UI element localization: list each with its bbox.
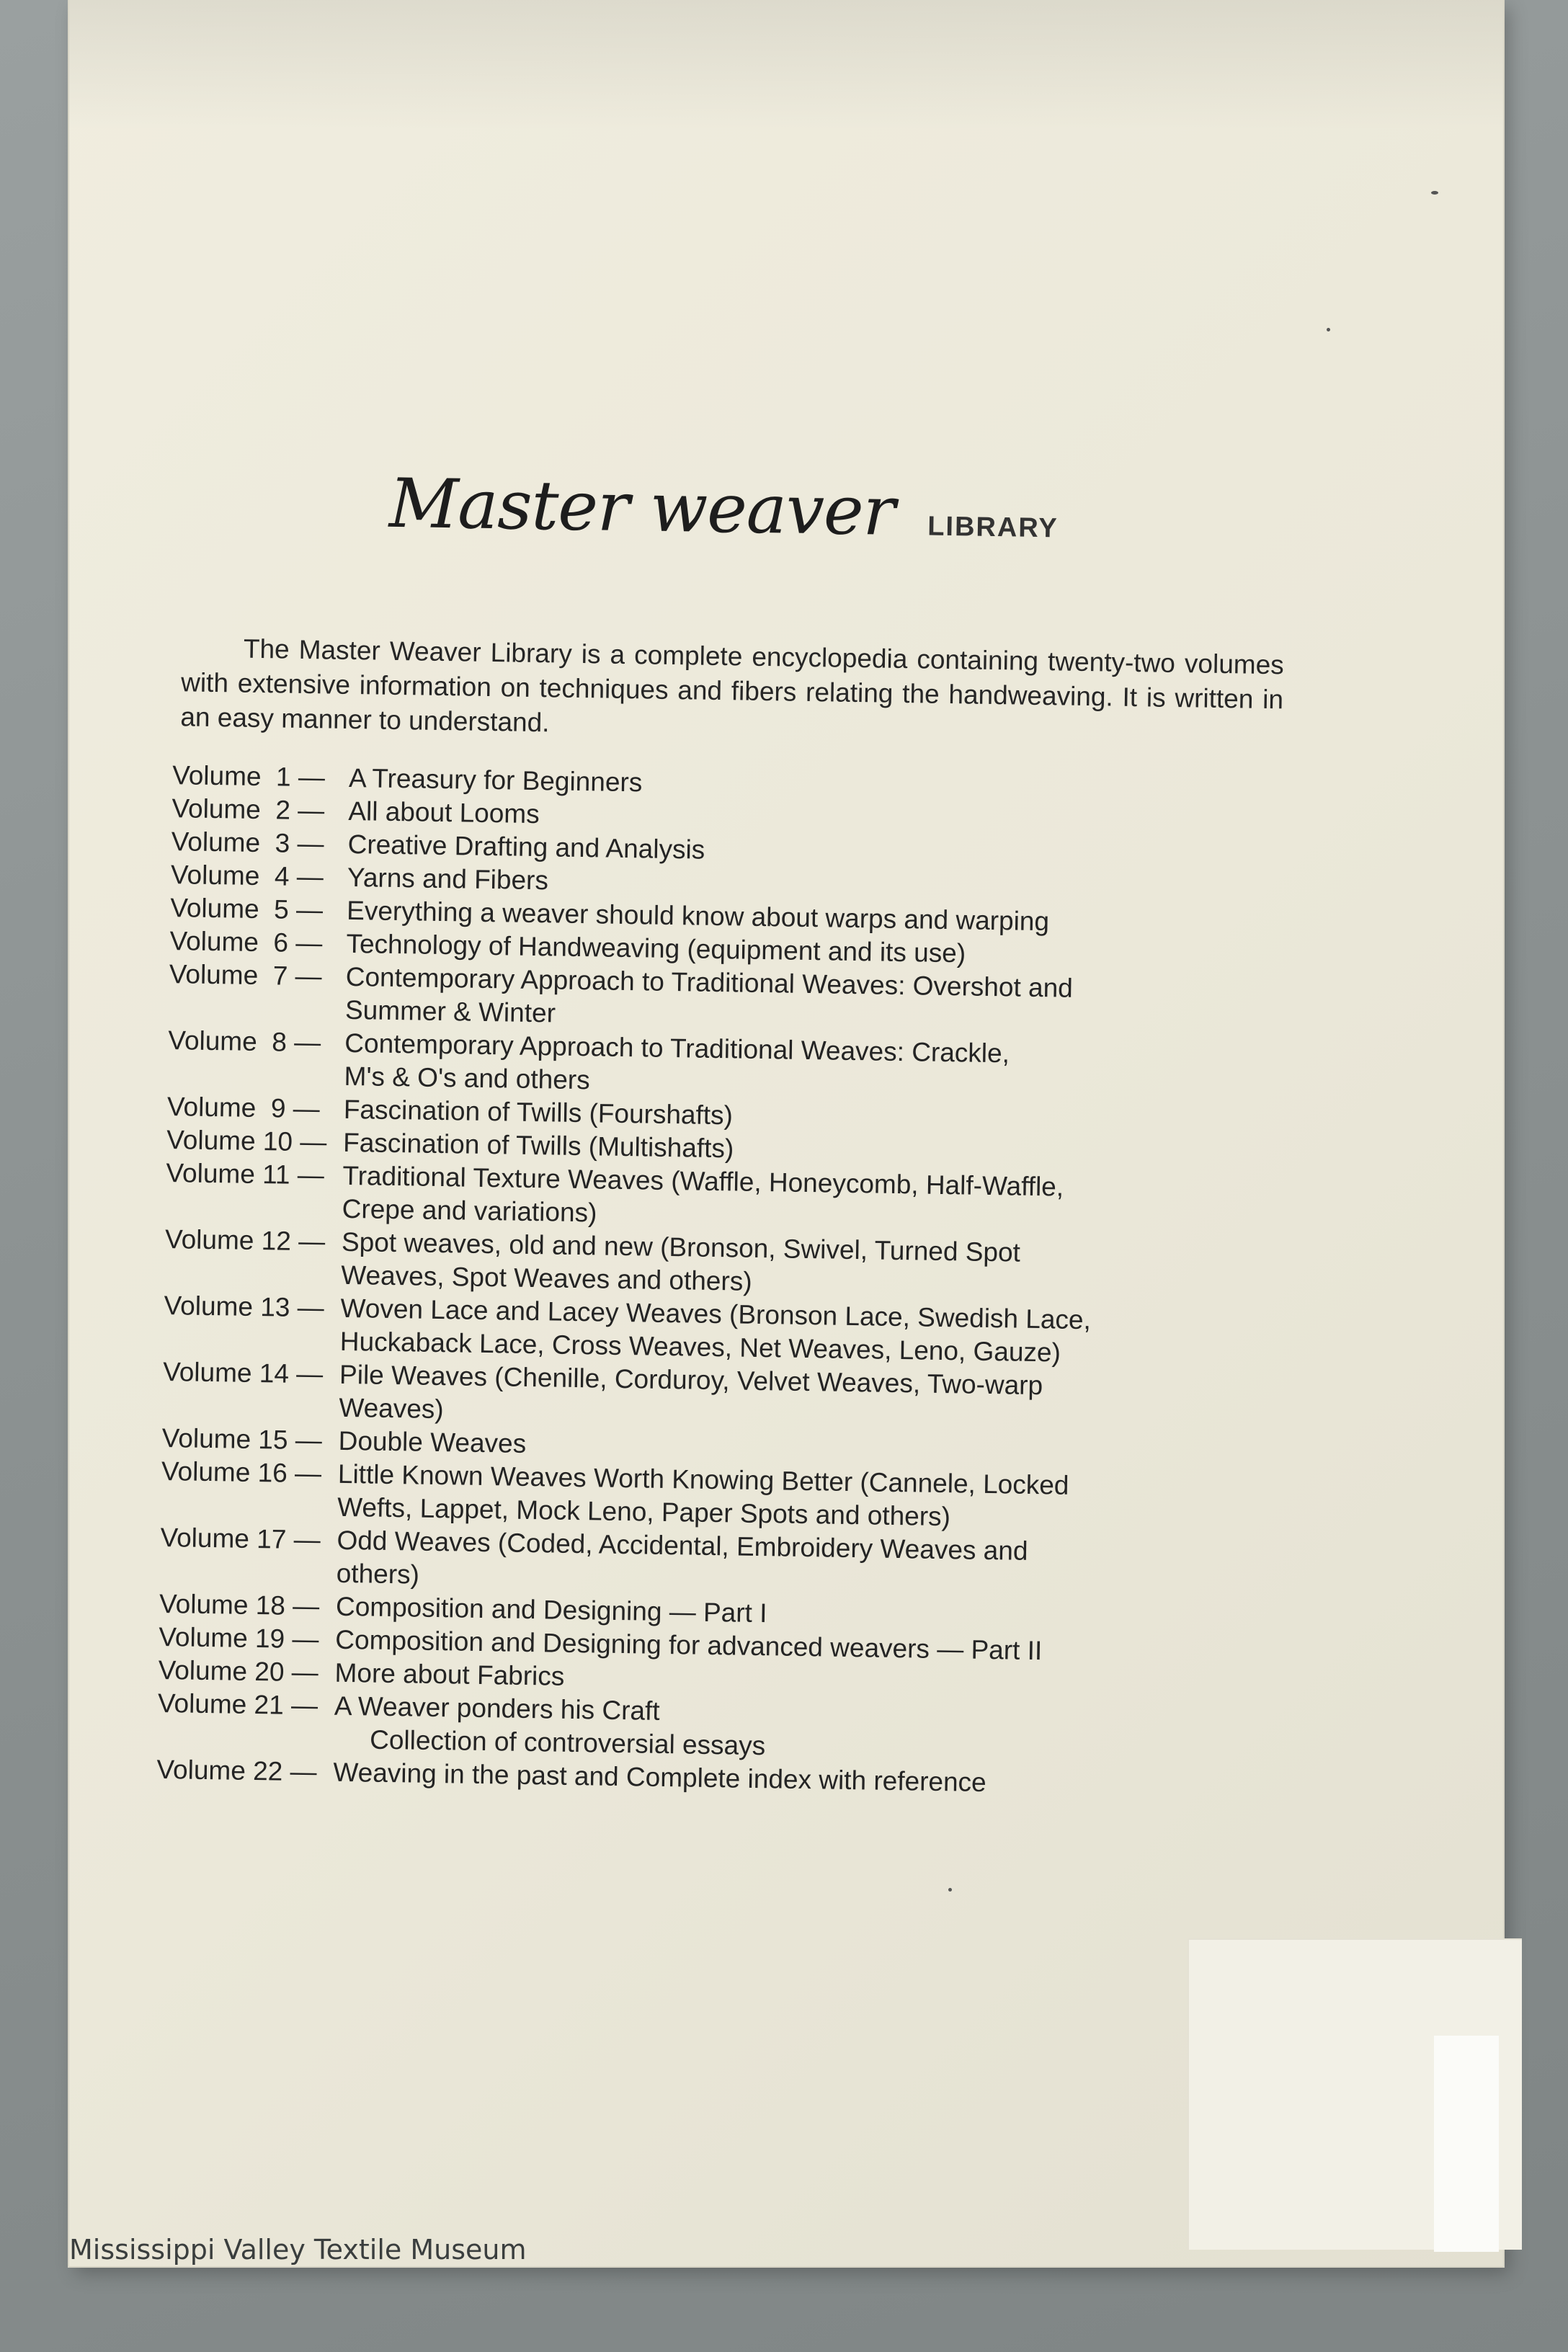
volume-title-line: Weaves, Spot Weaves and others) bbox=[340, 1260, 752, 1296]
volume-number: Volume 16 — bbox=[161, 1456, 322, 1489]
volume-title-line: Collection of controversial essays bbox=[369, 1724, 766, 1761]
volume-number: Volume 15 — bbox=[161, 1422, 323, 1456]
volume-title-line: Double Weaves bbox=[338, 1425, 527, 1458]
volume-title-line: Traditional Texture Weaves (Waffle, Honeycomb, Half-Waffle, bbox=[342, 1160, 1064, 1202]
volume-number: Volume 8 — bbox=[168, 1025, 321, 1058]
label-tab bbox=[1434, 2036, 1499, 2252]
volume-number: Volume 12 — bbox=[164, 1224, 326, 1257]
paper-speck bbox=[1327, 328, 1330, 331]
page-subtitle: LIBRARY bbox=[927, 511, 1059, 544]
volume-number: Volume 11 — bbox=[166, 1158, 325, 1190]
volume-title-line: Wefts, Lappet, Mock Leno, Paper Spots and others) bbox=[337, 1492, 951, 1532]
volume-title-line: Little Known Weaves Worth Knowing Better (Cannele, Locked bbox=[337, 1458, 1069, 1500]
volume-number: Volume 20 — bbox=[158, 1654, 319, 1688]
paper-speck bbox=[948, 1888, 952, 1892]
volume-number: Volume 2 — bbox=[172, 793, 325, 826]
volume-number: Volume 10 — bbox=[166, 1125, 327, 1157]
volume-number: Volume 17 — bbox=[160, 1522, 321, 1555]
cover-shading bbox=[69, 0, 1503, 130]
volume-title-line: Huckaback Lace, Cross Weaves, Net Weaves, Leno, Gauze) bbox=[339, 1326, 1061, 1368]
volume-title-line: Pile Weaves (Chenille, Corduroy, Velvet Weaves, Two-warp bbox=[339, 1359, 1043, 1401]
volume-number: Volume 9 — bbox=[166, 1092, 321, 1124]
volume-title-line: others) bbox=[336, 1558, 420, 1590]
page-title: Master weaver bbox=[388, 464, 896, 551]
volume-number: Volume 14 — bbox=[162, 1357, 324, 1389]
volume-title-line: Composition and Designing for advanced weavers — Part II bbox=[335, 1624, 1043, 1666]
volume-number: Volume 18 — bbox=[159, 1588, 320, 1621]
volume-title-line: Fascination of Twills (Fourshafts) bbox=[343, 1094, 734, 1131]
volume-title-line: Yarns and Fibers bbox=[347, 862, 549, 896]
volume-number: Volume 19 — bbox=[159, 1621, 319, 1654]
title-block bbox=[388, 465, 1294, 558]
volume-title-line: Spot weaves, old and new (Bronson, Swivel, Turned Spot bbox=[341, 1226, 1021, 1268]
volume-number: Volume 3 — bbox=[171, 827, 324, 859]
volume-title-line: Everything a weaver should know about warps and warping bbox=[346, 895, 1050, 937]
volume-title-line: Fascination of Twills (Multishafts) bbox=[342, 1127, 734, 1164]
volume-title-line: Weaves) bbox=[339, 1392, 445, 1425]
volume-title-line: Technology of Handweaving (equipment and its use) bbox=[346, 928, 966, 968]
volume-title-line: Contemporary Approach to Traditional Weaves: Crackle, bbox=[344, 1028, 1010, 1069]
volume-number: Volume 22 — bbox=[156, 1754, 317, 1787]
volume-title-line: Odd Weaves (Coded, Accidental, Embroidery Weaves and bbox=[337, 1525, 1028, 1566]
volume-title-line: A Treasury for Beginners bbox=[348, 762, 643, 798]
intro-paragraph: The Master Weaver Library is a complete encyclopedia containing twenty-two volumes with extensive information on techniques and fibers relating the handweaving. It is written in an easy manner to understand. bbox=[180, 633, 1285, 738]
volume-number: Volume 21 — bbox=[157, 1688, 318, 1721]
volume-number: Volume 1 — bbox=[172, 760, 326, 793]
volume-title-line: M's & O's and others bbox=[344, 1061, 590, 1095]
volume-number: Volume 7 — bbox=[169, 959, 322, 992]
volume-list bbox=[156, 759, 1282, 1804]
paper-speck bbox=[1431, 191, 1438, 195]
volume-title-line: All about Looms bbox=[348, 796, 540, 829]
volume-title-line: Creative Drafting and Analysis bbox=[347, 829, 705, 865]
volume-number: Volume 5 — bbox=[169, 893, 324, 925]
volume-number: Volume 6 — bbox=[169, 926, 323, 958]
watermark: Mississippi Valley Textile Museum bbox=[69, 2234, 527, 2266]
volume-title-line: Woven Lace and Lacey Weaves (Bronson Lace, Swedish Lace, bbox=[340, 1293, 1092, 1335]
volume-title-line: Weaving in the past and Complete index with reference bbox=[333, 1757, 987, 1798]
cover-content bbox=[149, 461, 1294, 1804]
volume-number: Volume 13 — bbox=[164, 1291, 325, 1323]
volume-title-line: Contemporary Approach to Traditional Weaves: Overshot and bbox=[345, 961, 1074, 1003]
volume-number: Volume 4 — bbox=[170, 860, 324, 892]
volume-title-line: Crepe and variations) bbox=[342, 1193, 597, 1228]
volume-title-line: More about Fabrics bbox=[334, 1657, 565, 1691]
volume-title-line: Summer & Winter bbox=[344, 994, 556, 1028]
volume-title-line: Composition and Designing — Part I bbox=[335, 1591, 767, 1629]
volume-title-line: A Weaver ponders his Craft bbox=[334, 1690, 660, 1726]
